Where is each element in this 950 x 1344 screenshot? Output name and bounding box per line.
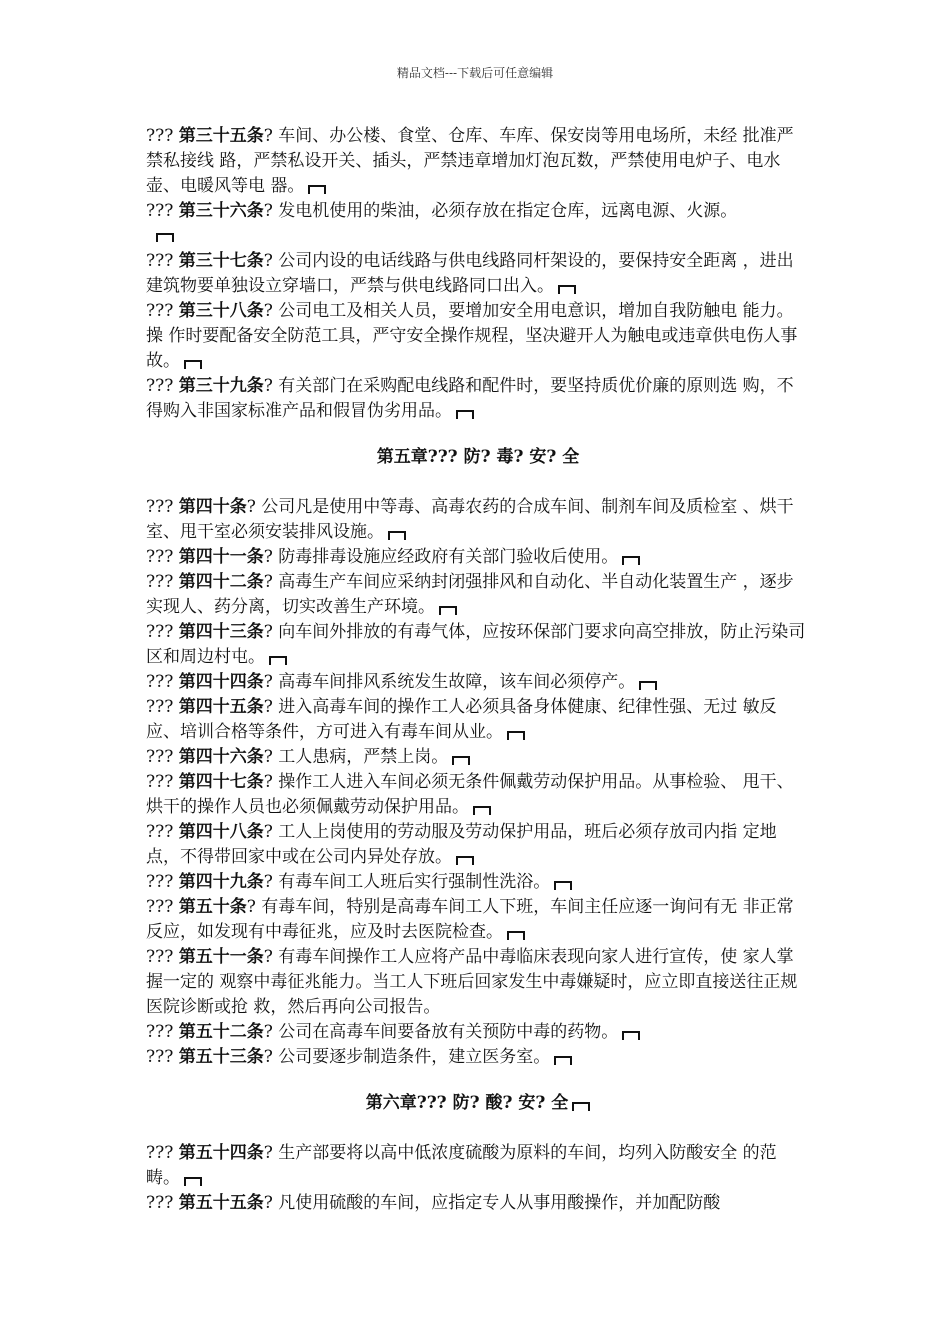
article-paragraph xyxy=(146,695,810,745)
article-prefix: ??? xyxy=(146,747,179,767)
article-text: ? 公司凡是使用中等毒、高毒农药的合成车间、制剂车间及质检室 、烘干室、甩干室必须安装排风设施。 xyxy=(146,497,794,542)
article-number: 第四十六条 xyxy=(178,747,264,767)
article-prefix: ??? xyxy=(146,872,179,892)
article-prefix: ??? xyxy=(146,672,179,692)
article-paragraph xyxy=(146,895,810,945)
article-text: ? 生产部要将以高中低浓度硫酸为原料的车间，均列入防酸安全 的范畴。 xyxy=(146,1143,777,1188)
paragraph-mark-icon xyxy=(572,1102,590,1111)
paragraph-mark-icon xyxy=(269,656,287,665)
article-paragraph xyxy=(146,570,810,620)
chapter-heading-text: 第五章??? 防? 毒? 安? 全 xyxy=(376,447,580,467)
article-paragraph xyxy=(146,1141,810,1191)
article-paragraph xyxy=(146,199,810,224)
paragraph-mark-icon xyxy=(507,931,525,940)
article-number: 第四十二条 xyxy=(178,572,264,592)
article-number: 第三十五条 xyxy=(178,126,264,146)
article-paragraph xyxy=(146,1020,810,1045)
article-number: 第三十六条 xyxy=(178,201,264,221)
page-header: 精品文档---下载后可任意编辑 xyxy=(396,66,554,80)
article-prefix: ??? xyxy=(146,947,179,967)
article-text: ? 高毒生产车间应采纳封闭强排风和自动化、半自动化装置生产 ，逐步实现人、药分离，切实改善生产环境。 xyxy=(146,572,794,617)
article-text: ? 工人患病，严禁上岗。 xyxy=(263,747,449,767)
article-text: ? 凡使用硫酸的车间，应指定专人从事用酸操作，并加配防酸 xyxy=(263,1193,721,1213)
article-paragraph xyxy=(146,945,810,1020)
article-paragraph xyxy=(146,124,810,199)
paragraph-mark-icon xyxy=(507,731,525,740)
paragraph-mark-icon xyxy=(558,285,576,294)
paragraph-mark-icon xyxy=(184,1177,202,1186)
paragraph-mark-line xyxy=(146,224,810,249)
paragraph-mark-icon xyxy=(439,606,457,615)
article-paragraph xyxy=(146,374,810,424)
article-number: 第四十八条 xyxy=(178,822,264,842)
chapter-heading-text: 第六章??? 防? 酸? 安? 全 xyxy=(365,1093,569,1113)
article-prefix: ??? xyxy=(146,201,179,221)
article-number: 第四十一条 xyxy=(178,547,264,567)
article-number: 第四十七条 xyxy=(178,772,264,792)
article-number: 第五十四条 xyxy=(178,1143,264,1163)
article-prefix: ??? xyxy=(146,126,179,146)
article-prefix: ??? xyxy=(146,376,179,396)
article-number: 第四十三条 xyxy=(178,622,264,642)
article-prefix: ??? xyxy=(146,1143,179,1163)
article-prefix: ??? xyxy=(146,772,179,792)
article-number: 第三十八条 xyxy=(178,301,264,321)
paragraph-mark-icon xyxy=(622,556,640,565)
article-number: 第四十四条 xyxy=(178,672,264,692)
article-number: 第五十三条 xyxy=(178,1047,264,1067)
article-text: ? 进入高毒车间的操作工人必须具备身体健康、纪律性强、无过 敏反应、培训合格等条件，方可进入有毒车间从业。 xyxy=(146,697,777,742)
article-prefix: ??? xyxy=(146,1022,179,1042)
article-number: 第五十条 xyxy=(178,897,247,917)
article-text: ? 有毒车间，特别是高毒车间工人下班，车间主任应逐一询问有无 非正常反应，如发现有中毒征兆，应及时去医院检查。 xyxy=(146,897,794,942)
paragraph-mark-icon xyxy=(308,185,326,194)
article-number: 第五十一条 xyxy=(178,947,264,967)
article-prefix: ??? xyxy=(146,497,179,517)
article-paragraph xyxy=(146,770,810,820)
article-number: 第五十二条 xyxy=(178,1022,264,1042)
article-prefix: ??? xyxy=(146,251,179,271)
article-text: ? 公司要逐步制造条件，建立医务室。 xyxy=(263,1047,551,1067)
article-prefix: ??? xyxy=(146,301,179,321)
article-number: 第五十五条 xyxy=(178,1193,264,1213)
article-prefix: ??? xyxy=(146,697,179,717)
article-prefix: ??? xyxy=(146,897,179,917)
article-number: 第四十九条 xyxy=(178,872,264,892)
article-prefix: ??? xyxy=(146,547,179,567)
chapter-heading xyxy=(146,1091,810,1116)
article-text: ? 公司内设的电话线路与供电线路同杆架设的，要保持安全距离 ，进出建筑物要单独设立穿墙口，严禁与供电线路同口出入。 xyxy=(146,251,794,296)
article-text: ? 工人上岗使用的劳动服及劳动保护用品，班后必须存放司内指 定地点，不得带回家中或在公司内异处存放。 xyxy=(146,822,777,867)
article-text: ? 防毒排毒设施应经政府有关部门验收后使用。 xyxy=(263,547,619,567)
article-prefix: ??? xyxy=(146,1193,179,1213)
paragraph-mark-icon xyxy=(388,531,406,540)
paragraph-mark-icon xyxy=(456,856,474,865)
article-paragraph xyxy=(146,249,810,299)
article-paragraph xyxy=(146,620,810,670)
article-number: 第三十九条 xyxy=(178,376,264,396)
article-paragraph xyxy=(146,299,810,374)
article-paragraph xyxy=(146,670,810,695)
article-paragraph xyxy=(146,870,810,895)
paragraph-mark-icon xyxy=(456,410,474,419)
article-text: ? 有关部门在采购配电线路和配件时，要坚持质优价廉的原则选 购，不得购入非国家标准产品和假冒伪劣用品。 xyxy=(146,376,794,421)
article-text: ? 公司在高毒车间要备放有关预防中毒的药物。 xyxy=(263,1022,619,1042)
paragraph-mark-icon xyxy=(554,881,572,890)
article-text: ? 车间、办公楼、食堂、仓库、车库、保安岗等用电场所，未经 批准严禁私接线 路，严禁私设开关、插头，严禁违章增加灯泡瓦数，严禁使用电炉子、电水壶、电暖风等电 器。 xyxy=(146,126,794,196)
paragraph-mark-icon xyxy=(184,360,202,369)
article-number: 第三十七条 xyxy=(178,251,264,271)
paragraph-mark-icon xyxy=(473,806,491,815)
paragraph-mark-icon xyxy=(622,1031,640,1040)
article-paragraph xyxy=(146,545,810,570)
article-text: ? 操作工人进入车间必须无条件佩戴劳动保护用品。从事检验、 甩干、烘干的操作人员也必须佩戴劳动保护用品。 xyxy=(146,772,794,817)
chapter-heading xyxy=(146,445,810,470)
paragraph-mark-icon xyxy=(156,233,174,242)
article-text: ? 公司电工及相关人员，要增加安全用电意识，增加自我防触电 能力。操 作时要配备安全防范工具，严守安全操作规程，坚决避开人为触电或违章供电伤人事故。 xyxy=(146,301,798,371)
document-body xyxy=(146,124,810,1216)
article-paragraph xyxy=(146,495,810,545)
paragraph-mark-icon xyxy=(639,681,657,690)
article-number: 第四十条 xyxy=(178,497,247,517)
article-text: ? 高毒车间排风系统发生故障，该车间必须停产。 xyxy=(263,672,636,692)
article-prefix: ??? xyxy=(146,572,179,592)
article-paragraph xyxy=(146,1045,810,1070)
article-text: ? 向车间外排放的有毒气体，应按环保部门要求向高空排放，防止污染司区和周边村屯。 xyxy=(146,622,806,667)
article-prefix: ??? xyxy=(146,1047,179,1067)
article-text: ? 发电机使用的柴油，必须存放在指定仓库，远离电源、火源。 xyxy=(263,201,738,221)
paragraph-mark-icon xyxy=(452,756,470,765)
paragraph-mark-icon xyxy=(554,1056,572,1065)
article-text: ? 有毒车间操作工人应将产品中毒临床表现向家人进行宣传，使 家人掌握一定的 观察中毒征兆能力。当工人下班后回家发生中毒嫌疑时，应立即直接送往正规医院诊断或抢 救，然后再向公司报告。 xyxy=(146,947,798,1017)
article-number: 第四十五条 xyxy=(178,697,264,717)
article-paragraph xyxy=(146,745,810,770)
article-paragraph xyxy=(146,820,810,870)
article-text: ? 有毒车间工人班后实行强制性洗浴。 xyxy=(263,872,551,892)
article-prefix: ??? xyxy=(146,622,179,642)
article-paragraph xyxy=(146,1191,810,1216)
article-prefix: ??? xyxy=(146,822,179,842)
